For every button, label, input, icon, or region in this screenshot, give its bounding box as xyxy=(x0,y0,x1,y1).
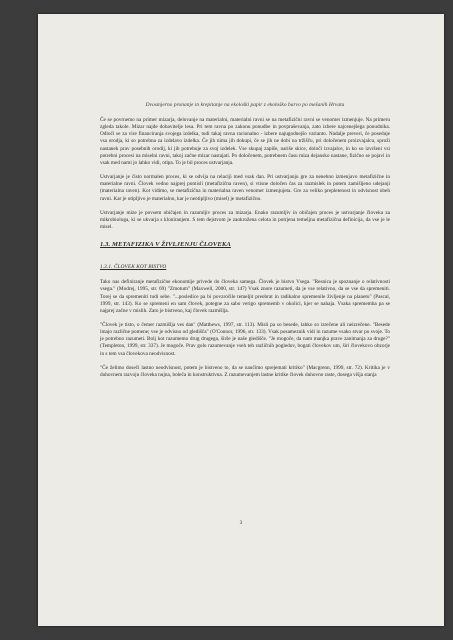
scanned-page xyxy=(38,14,444,626)
paragraph: Ustvarjanje je čisto normalen proces, ki se odvija na relaciji med vsak dan. Pri ustvarjanju gre za nenehno izmenjavo metafizične in materialne ravni. Človek vedno najprej pomisli (metafizična raven), si vtisne določen čas za razmislek in potem zamišljeno udejanji (materialna raven). Kot vidimo, se metafizična in materialna raven venomer izmenjujeta. Gre za veliko prepletenost in odvisnost obeh ravni. Kar je otipljivo je materialno, kar je neotipljivo (misel) je metafizično. xyxy=(100,174,390,202)
page-content xyxy=(100,102,390,386)
section-heading: 1.3. METAFIZIKA V ŽIVLJENJU ČLOVEKA xyxy=(100,241,231,249)
subsection-heading: 1.3.1. ČLOVEK KOT BISTVO xyxy=(100,264,167,271)
paragraph: "Če želimo doseči lastno neodvisnost, potem je bistveno to, da se naučimo sprejemati kritiko" (Macgrenn, 1999, str. 72). Kritika je v duhovnem razvoju človeka nujna, boleča in konstruktivna. Z razumevanjem lastne kritike človek duhovno raste, dosega višja stanja xyxy=(100,364,390,378)
paragraph: "Človek je tisto, o čemer razmišlja ves dan" (Matthews, 1997, str. 113). Misli pa so besede, lahko so izrečene ali neizrečene. "Besede imajo različne pomene; vse je odvisno od gledišča" (O'Connor, 1996, str. 133). Vsak posameznik vidi in razume vsako stvar po svoje. To je potrebno razumeti. Bolj kot razumemo drug drugega, širše je naše gledišče. "Je mogoče, da nam manjka prave zanimanja za druge?" (Templeton, 1999, str. 337). Je mogoče. Prav golo razumevanje vseh teh različnih pogledov, bogati človekov um, širi človekovo obzorje in s tem vsa človekova neodvisnost. xyxy=(100,321,390,357)
page-number: 3 xyxy=(239,520,243,526)
paragraph: Ustvarjanje mize je povsem običajen in razumljiv proces za mizarja. Enako razumljiv in običajen proces je ustvarjanje človeka za mikrobiologa, ki se ukvarja s kloniranjem. S tem dejstvom je zaokrožena celota in potrjena temeljna metafizična definicija, da vse je le misel. xyxy=(100,209,390,231)
paragraph: Tako nas definiranje metafizične ekonomije privede do človeka samega. Človek je bistvo Vsega. "Resnica je spoznanje o relativnosti vsega." (Modrej, 1995, str. 69) "Zmotum" (Maxwell, 2000, str. 147) Vsak znore razumeti, da je vse relativno, da se vse da spremeniti. Torej se da spremeniti tudi sebe. "...posledice pa bi povzročile temeljit preobrat in radikalno spremenile življenje na planetu" (Pascal, 1999, str. 143). Ko se spremeni en sam človek, potegne za sabo verigo sprememb v okolici, kjer se nahaja. Vsaka sprememba pa se najprej začne v mislih. Zato je bistveno, kaj človek razmišlja. xyxy=(100,279,390,314)
running-header: Dvosmjerno pronanje in krepitanje na ekološki papir z ekološko barvo po mešanih Hrvata xyxy=(145,102,345,108)
paragraph: Če se povrnemo na primer mizarja, delovanje na materialni, materialni ravni se na metafizični ravni se venomer izmenjuje. Na primeru zgleda takole. Mizar najde dobavitelje lesa. Pri tem ravna po zakonu ponudbe in povpraševanja, zato izbere najcenejšega ponudnika. Odloči se za vire financiranja svojega izdelka, tudi takaj ravna racionalno - izbere najugodnejšo varianto. Nadalje preveri, če poseduje vsa orodja, ki so potrebna za izdelavo izdelka. Če jih nima jih dokupi, če se jih ne dobi na tržišču, pri določenem proizvajalcu, sproži nastanek prav posebnih orodij, ki jih potrebuje za svoj izdelek. Vse skupaj zapiše, nariše skice, določi izvajalce, in ko so izvršeni vsi potrebni procesi na miselni ravni, takoj začne mizar nastajati. Po določenem, potrebnem času miza dejansko nastane, fizično se pojavi in vsak med nami jo lahko vidi, otipa. To je bil proces ustvarjanja. xyxy=(100,117,390,166)
